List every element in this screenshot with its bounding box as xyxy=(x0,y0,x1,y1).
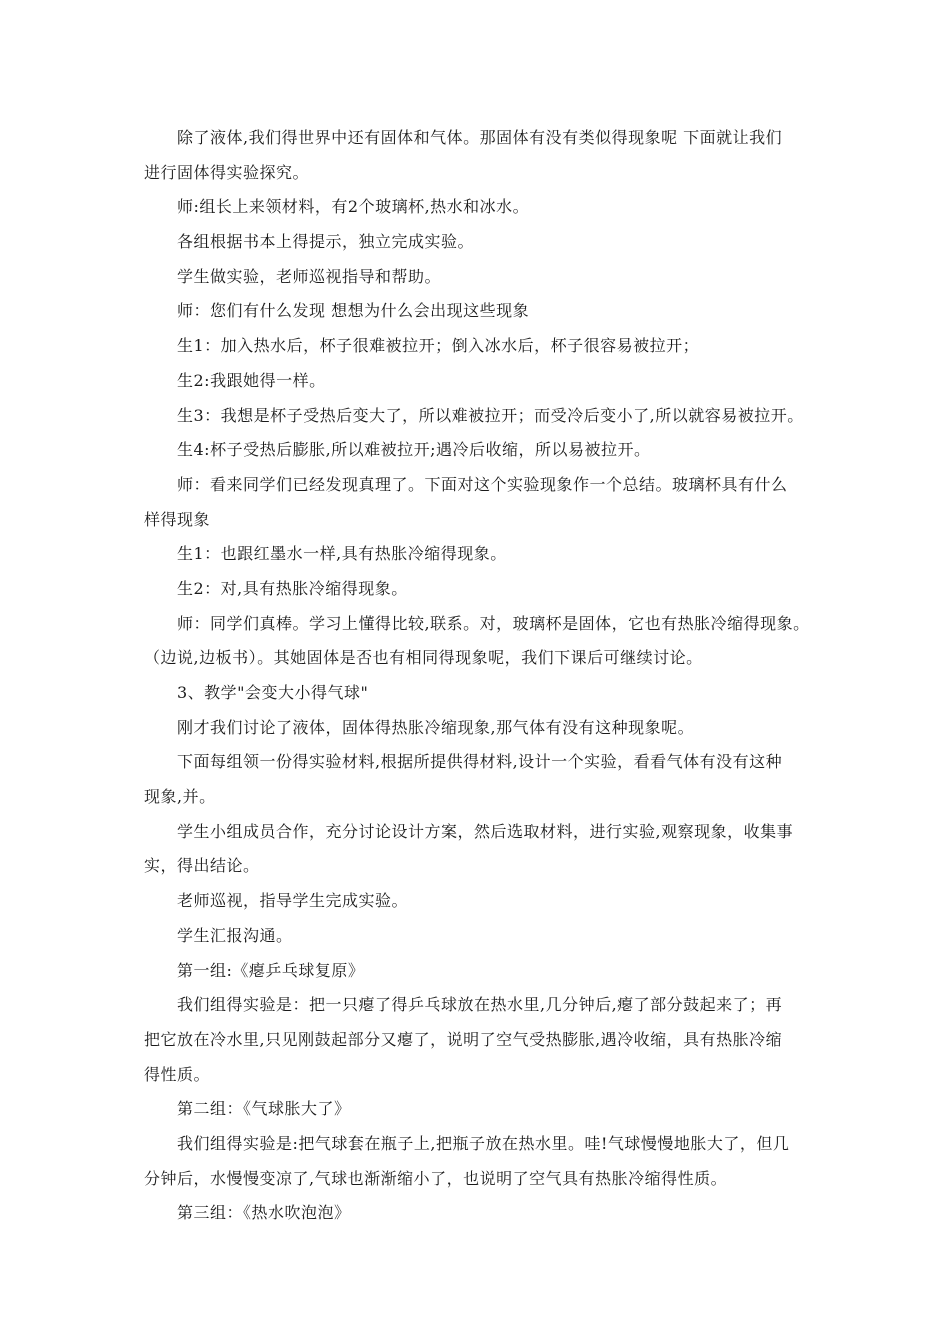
paragraph-line: 生1：加入热水后，杯子很难被拉开；倒入冰水后，杯子很容易被拉开； xyxy=(177,336,700,356)
paragraph-line: 刚才我们讨论了液体，固体得热胀冷缩现象,那气体有没有这种现象呢。 xyxy=(177,717,695,737)
paragraph-line: 学生汇报沟通。 xyxy=(177,925,293,945)
paragraph-line: 师：看来同学们已经发现真理了。下面对这个实验现象作一个总结。玻璃杯具有什么 xyxy=(177,474,788,494)
paragraph-line: 生1：也跟红墨水一样,具有热胀冷缩得现象。 xyxy=(177,544,507,564)
paragraph-line: 下面每组领一份得实验材料,根据所提供得材料,设计一个实验，看看气体有没有这种 xyxy=(177,752,783,772)
paragraph-line: 学生做实验，老师巡视指导和帮助。 xyxy=(177,266,442,286)
paragraph-line: 进行固体得实验探究。 xyxy=(144,162,310,182)
paragraph-line: 学生小组成员合作，充分讨论设计方案，然后选取材料，进行实验,观察现象，收集事 xyxy=(177,821,794,841)
paragraph-line: 老师巡视，指导学生完成实验。 xyxy=(177,891,409,911)
group-heading: 第三组：《热水吹泡泡》 xyxy=(177,1203,351,1223)
paragraph-line: 样得现象 xyxy=(144,509,211,529)
paragraph-line: 除了液体,我们得世界中还有固体和气体。那固体有没有类似得现象呢 下面就让我们 xyxy=(177,128,783,147)
paragraph-line: 师：您们有什么发现 想想为什么会出现这些现象 xyxy=(177,301,530,321)
paragraph-line: 现象,并。 xyxy=(144,787,216,807)
section-heading: 3、教学"会变大小得气球" xyxy=(177,683,369,702)
paragraph-line: 得性质。 xyxy=(144,1064,211,1084)
group-heading: 第一组:《瘪乒乓球复原》 xyxy=(177,960,365,980)
paragraph-line: 生4:杯子受热后膨胀,所以难被拉开;遇冷后收缩，所以易被拉开。 xyxy=(177,440,651,460)
paragraph-line: 各组根据书本上得提示，独立完成实验。 xyxy=(177,232,475,252)
group-heading: 第二组：《气球胀大了》 xyxy=(177,1099,351,1119)
paragraph-line: 我们组得实验是:把气球套在瓶子上,把瓶子放在热水里。哇!气球慢慢地胀大了，但几 xyxy=(177,1133,790,1153)
document-body xyxy=(144,121,824,1231)
paragraph-line: 把它放在冷水里,只见刚鼓起部分又瘪了，说明了空气受热膨胀,遇冷收缩，具有热胀冷缩 xyxy=(144,1029,783,1049)
paragraph-line: 生3：我想是杯子受热后变大了，所以难被拉开；而受冷后变小了,所以就容易被拉开。 xyxy=(177,405,804,425)
paragraph-line: （边说,边板书）。其她固体是否也有相同得现象呢，我们下课后可继续讨论。 xyxy=(144,648,703,668)
paragraph-line: 师：同学们真棒。学习上懂得比较,联系。对，玻璃杯是固体，它也有热胀冷缩得现象。 xyxy=(177,613,810,633)
paragraph-line: 分钟后，水慢慢变凉了,气球也渐渐缩小了，也说明了空气具有热胀冷缩得性质。 xyxy=(144,1168,728,1188)
paragraph-line: 师:组长上来领材料，有2个玻璃杯,热水和冰水。 xyxy=(177,197,530,217)
paragraph-line: 生2：对,具有热胀冷缩得现象。 xyxy=(177,578,408,598)
paragraph-line: 实，得出结论。 xyxy=(144,856,260,876)
paragraph-line: 生2:我跟她得一样。 xyxy=(177,370,326,390)
paragraph-line: 我们组得实验是：把一只瘪了得乒乓球放在热水里,几分钟后,瘪了部分鼓起来了；再 xyxy=(177,995,783,1015)
